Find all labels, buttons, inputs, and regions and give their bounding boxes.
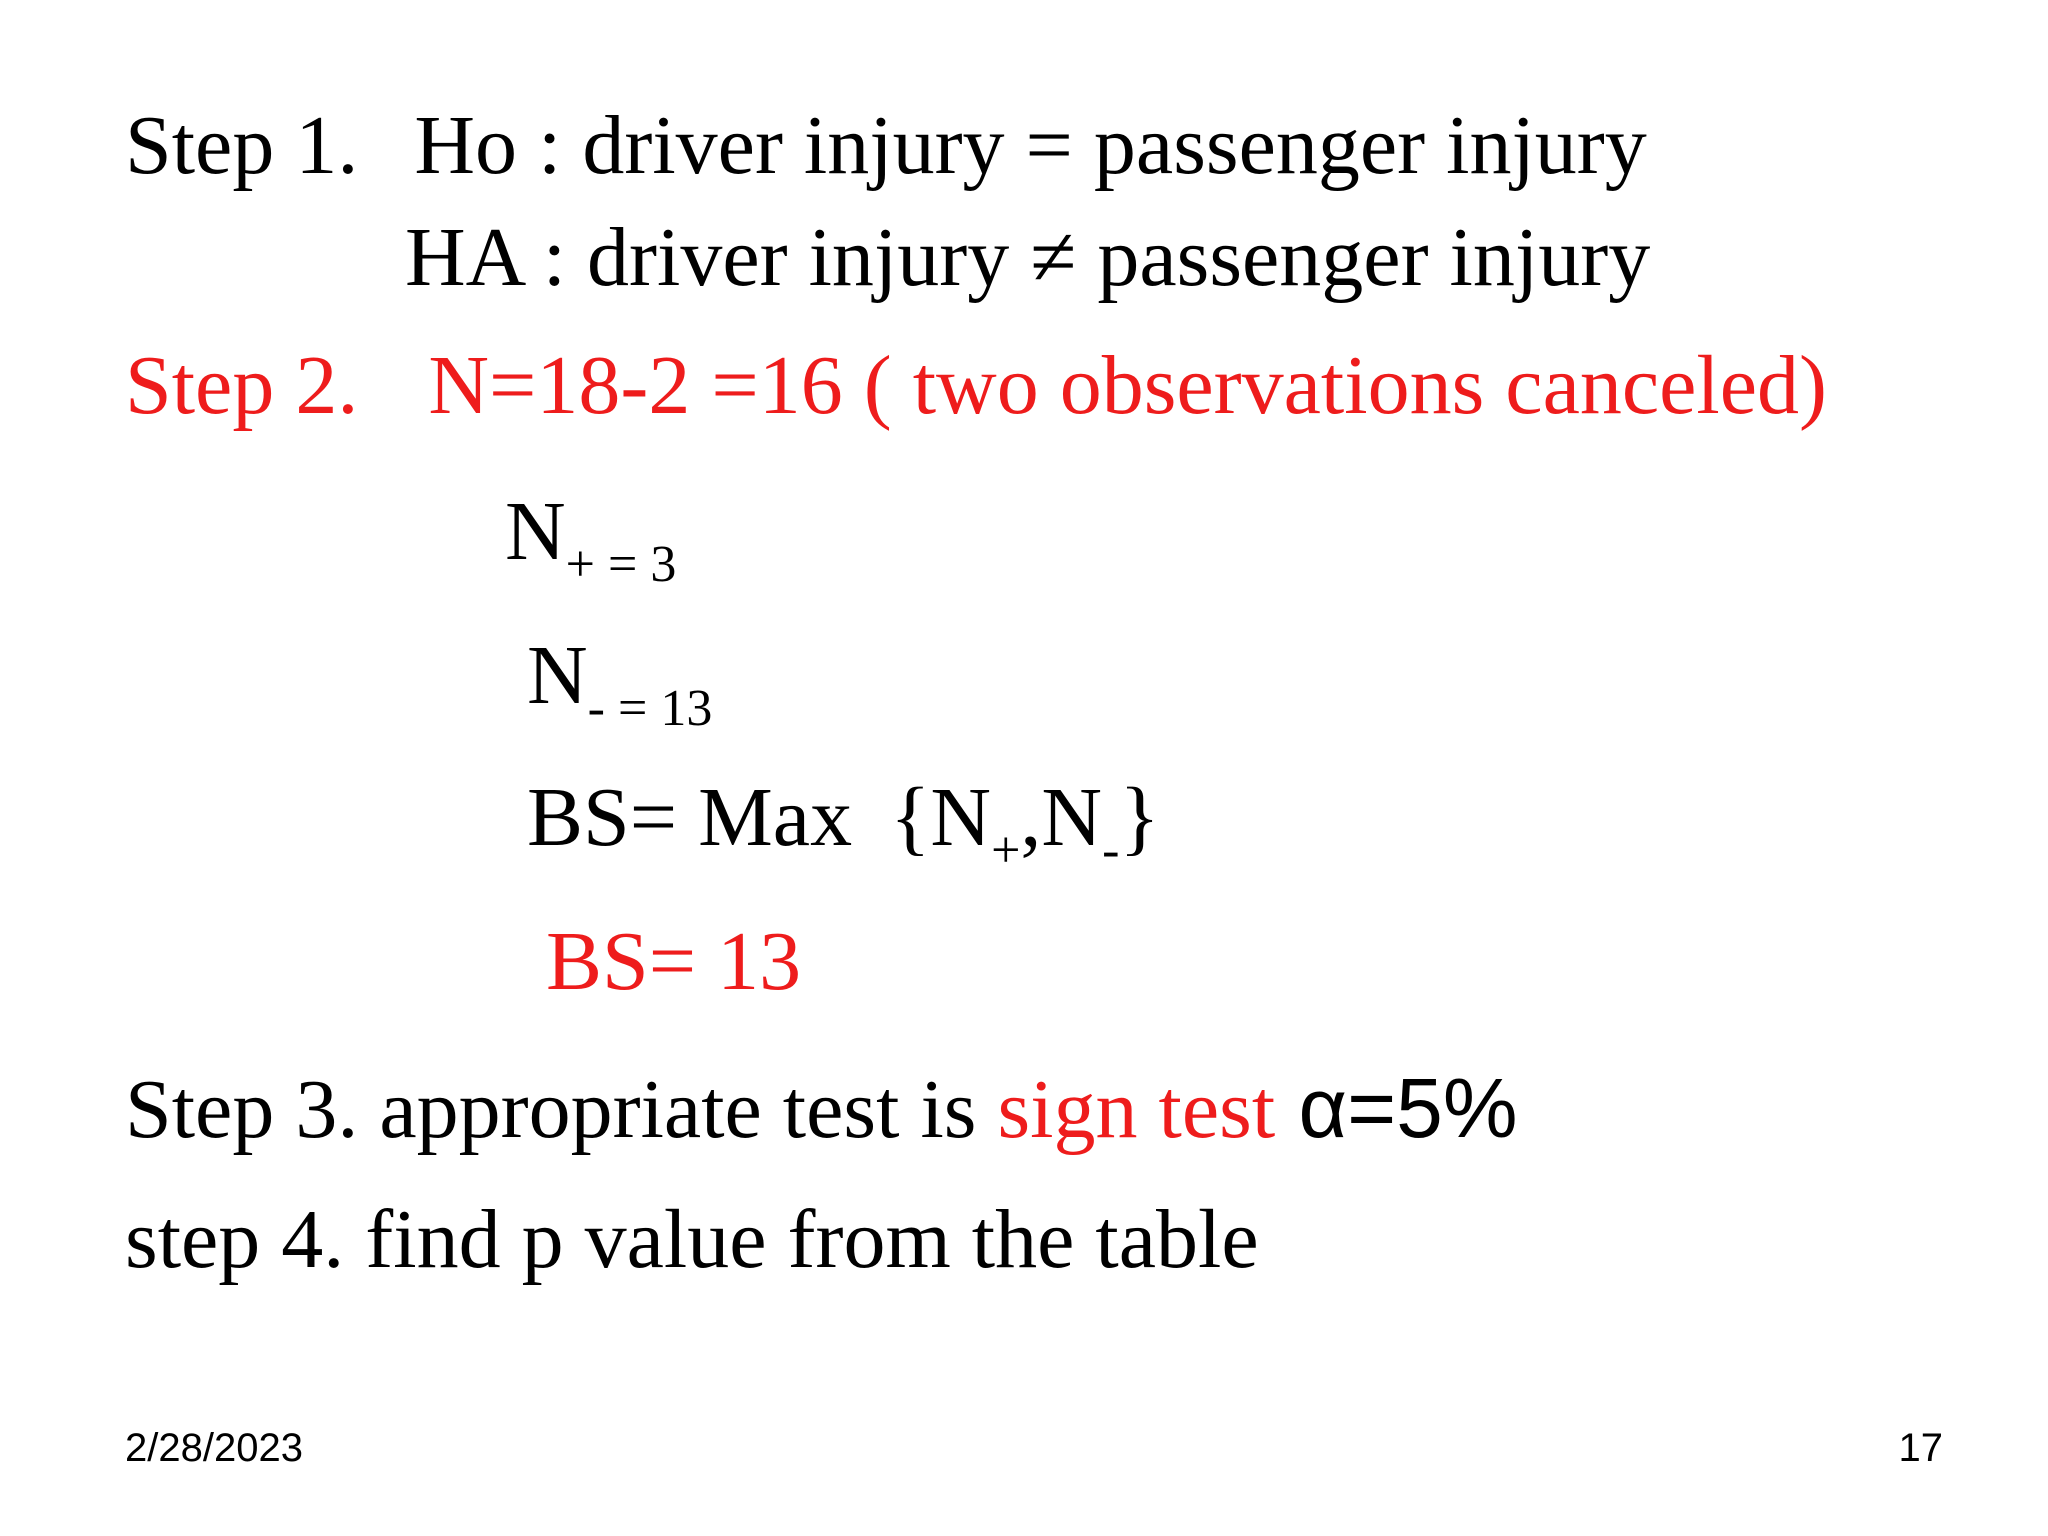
- n-minus-base: N: [527, 629, 588, 722]
- bs-formula-prefix: BS= Max: [527, 771, 853, 864]
- bs-formula-line: [527, 771, 1160, 879]
- step3-line: [125, 1061, 1518, 1156]
- bs-result: BS= 13: [546, 915, 802, 1008]
- bs-n2-sub: -: [1102, 822, 1120, 879]
- n-plus-sub: + = 3: [565, 536, 677, 593]
- bs-n1-sub: +: [991, 822, 1021, 879]
- step1-alt-hypothesis: HA : driver injury ≠ passenger injury: [405, 211, 1651, 304]
- brace-close: }: [1119, 771, 1160, 864]
- step2-line: [125, 339, 1828, 432]
- step3-alpha: α=5%: [1275, 1061, 1518, 1155]
- step1-null-hypothesis: Ho : driver injury = passenger injury: [414, 99, 1647, 192]
- bs-n1: N: [930, 771, 992, 864]
- step3-highlight: sign test: [997, 1063, 1276, 1156]
- step1-line: [125, 99, 1647, 192]
- bs-comma: ,: [1020, 771, 1042, 864]
- brace-open: {: [890, 771, 931, 864]
- step3-prefix: Step 3. appropriate test is: [125, 1063, 998, 1156]
- step1-label: Step 1.: [125, 99, 359, 192]
- footer-page-number: 17: [1898, 1426, 1943, 1470]
- step4-line: step 4. find p value from the table: [125, 1193, 1259, 1286]
- bs-n2: N: [1041, 771, 1103, 864]
- n-plus-base: N: [505, 485, 566, 578]
- n-minus-line: [527, 629, 713, 737]
- step2-label: Step 2.: [125, 339, 359, 432]
- n-minus-sub: - = 13: [587, 680, 713, 737]
- footer-date: 2/28/2023: [125, 1426, 303, 1470]
- step2-n-text: N=18-2 =16 ( two observations canceled): [428, 339, 1828, 432]
- n-plus-line: [505, 485, 677, 593]
